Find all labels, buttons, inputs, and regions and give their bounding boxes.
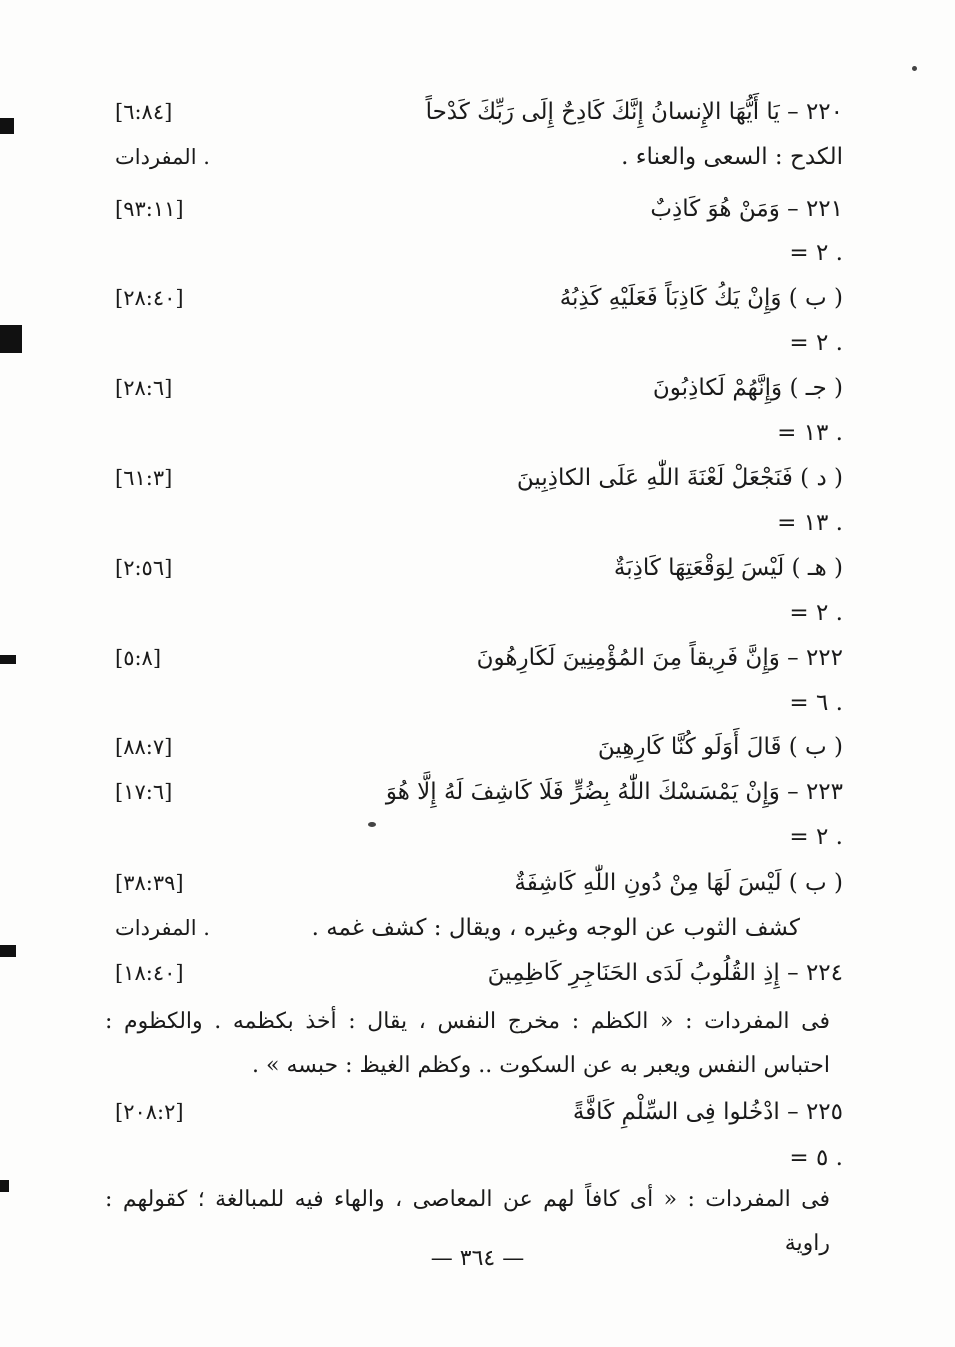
line-text: الكدح : السعى والعناء . bbox=[621, 144, 843, 170]
text-line bbox=[105, 725, 843, 769]
line-text: . ٢ = bbox=[789, 330, 843, 356]
text-line bbox=[105, 456, 843, 500]
text-line bbox=[105, 546, 843, 590]
scan-edge-mark bbox=[0, 945, 16, 957]
text-line bbox=[105, 276, 843, 320]
line-text: . ١٣ = bbox=[777, 510, 843, 536]
verse-reference: [٩٣:١١] bbox=[115, 197, 184, 221]
scan-speck bbox=[912, 66, 917, 71]
text-line bbox=[105, 187, 843, 231]
source-reference: المفردات . bbox=[115, 145, 210, 169]
line-text: ( هـ ) لَيْسَ لِوَقْعَتِهَا كَاذِبَةٌ bbox=[613, 555, 843, 581]
line-text: . ١٣ = bbox=[777, 420, 843, 446]
line-text: . ٢ = bbox=[789, 824, 843, 850]
verse-reference: [١٧:٦] bbox=[115, 780, 173, 804]
verse-reference: [٢٠٨:٢] bbox=[115, 1100, 184, 1124]
text-line bbox=[105, 1090, 843, 1134]
text-line bbox=[105, 591, 843, 635]
scan-edge-mark bbox=[0, 1180, 9, 1192]
text-line bbox=[105, 636, 843, 680]
line-text: ٢٢٣ – وَإِنْ يَمْسَسْكَ اللّٰهُ بِضُرٍّ فَلَا كَاشِفَ لَهُ إِلَّا هُوَ bbox=[385, 779, 843, 805]
line-text: . ٥ = bbox=[789, 1145, 843, 1171]
verse-reference: [١٨:٤٠] bbox=[115, 961, 184, 985]
text-line bbox=[105, 366, 843, 410]
verse-reference: [٦١:٣] bbox=[115, 466, 173, 490]
line-text: ٢٢٤ – إِذِ القُلُوبُ لَدَى الحَنَاجِرِ كَاظِمِينَ bbox=[487, 960, 843, 986]
line-text: . ٢ = bbox=[789, 240, 843, 266]
text-line bbox=[105, 906, 843, 950]
scan-edge-mark bbox=[0, 655, 16, 664]
commentary-paragraph: فى المفردات : « أى كافاً لهم عن المعاصى ، والهاء فيه للمبالغة ؛ كقولهم : راوية bbox=[105, 1187, 830, 1256]
commentary-paragraph: فى المفردات : « الكظم : مخرج النفس ، يقال : أخذ بكظمه . والكظوم : احتباس النفس ويعبر به عن السكوت .. وكظم الغيظ : حبسه » . bbox=[105, 1009, 830, 1078]
text-line bbox=[105, 681, 843, 725]
line-text: ( جـ ) وَإِنَّهُمْ لَكاذِبُونَ bbox=[652, 375, 843, 401]
scan-edge-mark bbox=[0, 118, 14, 134]
line-text: كشف الثوب عن الوجه وغيره ، ويقال : كشف غمه . bbox=[311, 915, 800, 941]
verse-reference: [٣٨:٣٩] bbox=[115, 871, 184, 895]
text-line bbox=[105, 135, 843, 179]
text-line bbox=[105, 411, 843, 455]
line-text: ٢٢١ – وَمَنْ هُوَ كَاذِبٌ bbox=[650, 196, 843, 222]
text-line bbox=[105, 861, 843, 905]
verse-reference: [٢:٥٦] bbox=[115, 556, 173, 580]
line-text: ٢٢٢ – وَإِنَّ فَرِيقاً مِنَ المُؤْمِنِينَ لَكَارِهُونَ bbox=[476, 645, 843, 671]
line-text: ( د ) فَنَجْعَلْ لَعْنَةَ اللّٰهِ عَلَى الكاذِبِينَ bbox=[516, 465, 843, 491]
line-text: ٢٢٥ – ادْخُلوا فِى السِّلْمِ كَافَّةً bbox=[572, 1099, 843, 1125]
line-text: ( ب ) وَإِنْ يَكُ كَاذِبَاً فَعَلَيْهِ كَذِبُهُ bbox=[559, 285, 843, 311]
text-line bbox=[105, 321, 843, 365]
line-text: ( ب ) لَيْسَ لَهَا مِنْ دُونِ اللّٰهِ كَاشِفَةٌ bbox=[514, 870, 843, 896]
line-text: ( ب ) قَالَ أَوَلَو كُنَّا كَارِهِينَ bbox=[597, 734, 843, 760]
line-text: . ٢ = bbox=[789, 600, 843, 626]
text-line bbox=[105, 951, 843, 995]
text-line bbox=[105, 231, 843, 275]
verse-reference: [٨٨:٧] bbox=[115, 735, 173, 759]
text-line bbox=[105, 90, 843, 134]
verse-reference: [٦:٨٤] bbox=[115, 100, 173, 124]
text-line bbox=[105, 501, 843, 545]
verse-reference: [٢٨:٦] bbox=[115, 376, 173, 400]
verse-reference: [٢٨:٤٠] bbox=[115, 286, 184, 310]
text-line bbox=[105, 1136, 843, 1180]
verse-reference: [٥:٨] bbox=[115, 646, 162, 670]
source-reference: المفردات . bbox=[115, 916, 210, 940]
line-text: . ٦ = bbox=[789, 690, 843, 716]
scan-edge-mark bbox=[0, 325, 22, 353]
page-number: — ٣٦٤ — bbox=[430, 1246, 525, 1271]
text-line bbox=[105, 770, 843, 814]
line-text: ٢٢٠ – يَا أَيُّهَا الإِنسانُ إِنَّكَ كَادِحٌ إِلَى رَبِّكَ كَدْحاً bbox=[425, 99, 843, 125]
text-line bbox=[105, 815, 843, 859]
